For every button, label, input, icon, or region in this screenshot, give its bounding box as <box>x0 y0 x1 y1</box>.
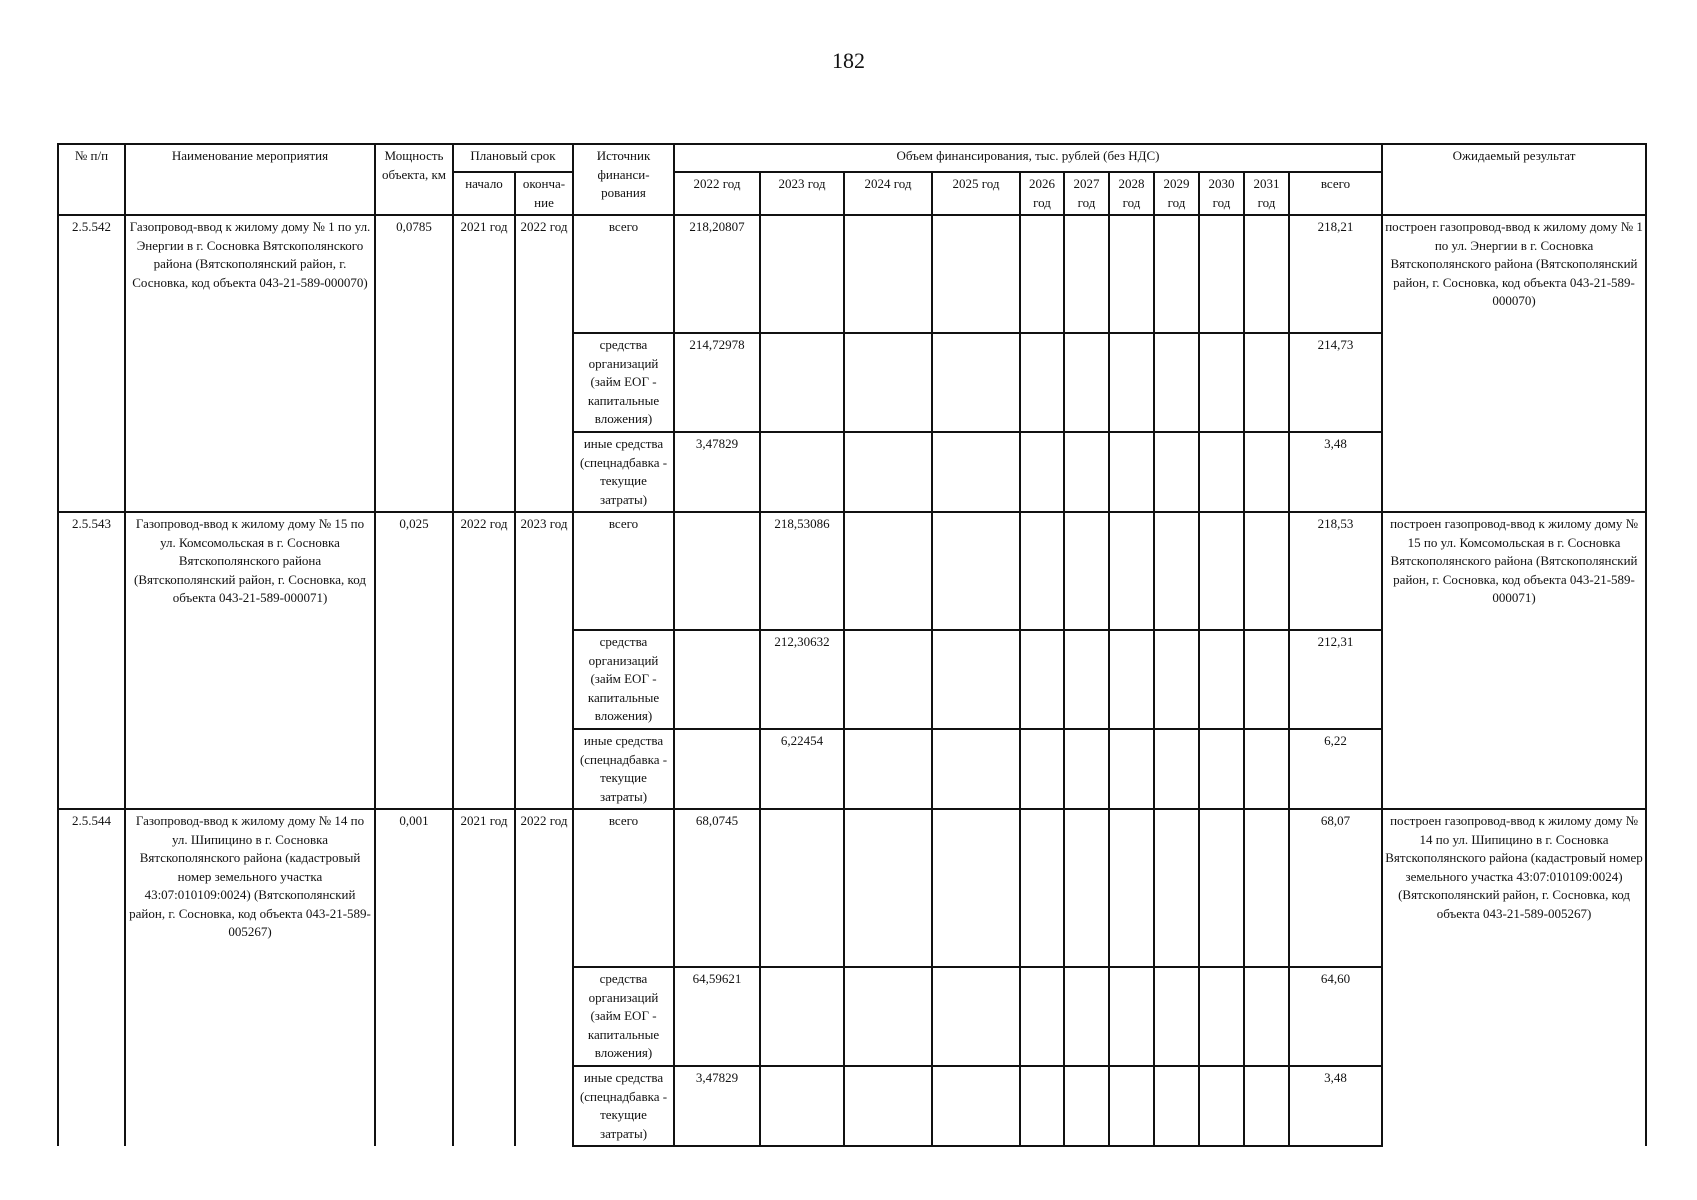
total-value: 214,73 <box>1289 333 1382 432</box>
year-value <box>760 215 844 333</box>
row-result: построен газопровод-ввод к жилому дому № 15 по ул. Комсомольская в г. Сосновка Вятскополянского района (Вятскополянский район, г. Сосновка, код объекта 043-21-589-000071) <box>1382 512 1646 809</box>
header-end: оконча-ние <box>515 172 573 215</box>
row-capacity: 0,025 <box>375 512 453 809</box>
header-capacity: Мощность объекта, км <box>375 144 453 215</box>
row-result: построен газопровод-ввод к жилому дому № 14 по ул. Шипицино в г. Сосновка Вятскополянского района (кадастровый номер земельного участка 43:07:010109:0024) (Вятскополянский район, г. Сосновка, код объекта 043-21-589-005267) <box>1382 809 1646 1146</box>
header-name: Наименование мероприятия <box>125 144 375 215</box>
header-year: 2022 год <box>674 172 760 215</box>
year-value <box>1109 967 1154 1066</box>
year-value <box>844 333 932 432</box>
header-year: 2026 год <box>1020 172 1064 215</box>
year-value <box>1064 630 1109 729</box>
year-value <box>844 729 932 809</box>
year-value <box>1244 967 1289 1066</box>
year-value <box>844 215 932 333</box>
header-year: 2031 год <box>1244 172 1289 215</box>
row-name: Газопровод-ввод к жилому дому № 15 по ул. Комсомольская в г. Сосновка Вятскополянского района (Вятскополянский район, г. Сосновка, код объекта 043-21-589-000071) <box>125 512 375 809</box>
page-number: 182 <box>832 48 865 73</box>
row-name: Газопровод-ввод к жилому дому № 1 по ул. Энергии в г. Сосновка Вятскополянского района (Вятскополянский район, г. Сосновка, код объекта 043-21-589-000070) <box>125 215 375 512</box>
year-value <box>1244 1066 1289 1146</box>
year-value <box>932 809 1020 967</box>
year-value <box>1109 630 1154 729</box>
row-num: 2.5.543 <box>58 512 125 809</box>
year-value: 212,30632 <box>760 630 844 729</box>
source-label: средства организаций (займ ЕОГ - капитальные вложения) <box>573 630 674 729</box>
year-value <box>1154 729 1199 809</box>
source-label: иные средства (спецнадбавка - текущие затраты) <box>573 432 674 512</box>
year-value <box>1244 809 1289 967</box>
row-start: 2022 год <box>453 512 515 809</box>
total-value: 218,53 <box>1289 512 1382 630</box>
year-value <box>1109 333 1154 432</box>
year-value <box>1020 729 1064 809</box>
year-value <box>1020 1066 1064 1146</box>
header-year: 2023 год <box>760 172 844 215</box>
financing-table <box>57 143 1647 1147</box>
year-value <box>844 967 932 1066</box>
year-value <box>1244 729 1289 809</box>
year-value <box>1020 809 1064 967</box>
table-row <box>58 512 1646 630</box>
row-capacity: 0,0785 <box>375 215 453 512</box>
year-value <box>674 729 760 809</box>
year-value <box>1154 333 1199 432</box>
year-value <box>1244 333 1289 432</box>
year-value <box>1109 512 1154 630</box>
row-name: Газопровод-ввод к жилому дому № 14 по ул. Шипицино в г. Сосновка Вятскополянского района (кадастровый номер земельного участка 43:07:010109:0024) (Вятскополянский район, г. Сосновка, код объекта 043-21-589-005267) <box>125 809 375 1146</box>
total-value: 218,21 <box>1289 215 1382 333</box>
year-value <box>1199 432 1244 512</box>
year-value <box>932 215 1020 333</box>
row-num: 2.5.544 <box>58 809 125 1146</box>
year-value <box>1020 333 1064 432</box>
year-value <box>844 630 932 729</box>
year-value <box>1020 630 1064 729</box>
header-year: 2025 год <box>932 172 1020 215</box>
year-value <box>1064 215 1109 333</box>
total-value: 6,22 <box>1289 729 1382 809</box>
header-total: всего <box>1289 172 1382 215</box>
header-year: 2024 год <box>844 172 932 215</box>
source-label: иные средства (спецнадбавка - текущие затраты) <box>573 1066 674 1146</box>
year-value <box>760 432 844 512</box>
header-planned-period: Плановый срок <box>453 144 573 172</box>
year-value <box>760 809 844 967</box>
year-value: 218,53086 <box>760 512 844 630</box>
year-value <box>1199 215 1244 333</box>
year-value <box>1244 432 1289 512</box>
year-value <box>932 1066 1020 1146</box>
header-start: начало <box>453 172 515 215</box>
row-capacity: 0,001 <box>375 809 453 1146</box>
year-value <box>760 967 844 1066</box>
year-value <box>1064 1066 1109 1146</box>
year-value <box>932 967 1020 1066</box>
year-value <box>1020 512 1064 630</box>
year-value <box>1064 432 1109 512</box>
source-label: всего <box>573 512 674 630</box>
year-value <box>1199 809 1244 967</box>
year-value <box>674 512 760 630</box>
year-value <box>1199 512 1244 630</box>
year-value <box>1020 215 1064 333</box>
row-num: 2.5.542 <box>58 215 125 512</box>
year-value <box>1109 1066 1154 1146</box>
source-label: всего <box>573 809 674 967</box>
year-value <box>1244 512 1289 630</box>
year-value <box>844 432 932 512</box>
year-value: 3,47829 <box>674 1066 760 1146</box>
source-label: всего <box>573 215 674 333</box>
source-label: иные средства (спецнадбавка - текущие затраты) <box>573 729 674 809</box>
year-value <box>1064 512 1109 630</box>
total-value: 64,60 <box>1289 967 1382 1066</box>
header-year: 2030 год <box>1199 172 1244 215</box>
year-value: 68,0745 <box>674 809 760 967</box>
row-start: 2021 год <box>453 809 515 1146</box>
year-value <box>1199 1066 1244 1146</box>
table-row <box>58 809 1646 967</box>
source-label: средства организаций (займ ЕОГ - капитальные вложения) <box>573 967 674 1066</box>
year-value <box>1109 215 1154 333</box>
year-value <box>1020 432 1064 512</box>
year-value <box>1109 432 1154 512</box>
row-end: 2022 год <box>515 809 573 1146</box>
year-value <box>844 512 932 630</box>
total-value: 3,48 <box>1289 1066 1382 1146</box>
header-num: № п/п <box>58 144 125 215</box>
header-source: Источник финанси-рования <box>573 144 674 215</box>
year-value <box>1154 512 1199 630</box>
year-value <box>932 333 1020 432</box>
year-value <box>932 630 1020 729</box>
year-value <box>932 729 1020 809</box>
year-value: 64,59621 <box>674 967 760 1066</box>
year-value <box>1199 630 1244 729</box>
total-value: 212,31 <box>1289 630 1382 729</box>
header-year: 2029 год <box>1154 172 1199 215</box>
year-value <box>932 512 1020 630</box>
row-start: 2021 год <box>453 215 515 512</box>
year-value <box>1109 809 1154 967</box>
year-value <box>760 1066 844 1146</box>
year-value <box>1199 333 1244 432</box>
year-value <box>844 809 932 967</box>
year-value <box>1154 630 1199 729</box>
year-value <box>1064 809 1109 967</box>
header-year: 2028 год <box>1109 172 1154 215</box>
total-value: 3,48 <box>1289 432 1382 512</box>
year-value <box>1244 630 1289 729</box>
year-value <box>1064 967 1109 1066</box>
year-value: 218,20807 <box>674 215 760 333</box>
year-value <box>844 1066 932 1146</box>
year-value: 3,47829 <box>674 432 760 512</box>
total-value: 68,07 <box>1289 809 1382 967</box>
year-value <box>1154 1066 1199 1146</box>
year-value <box>760 333 844 432</box>
year-value <box>1064 729 1109 809</box>
year-value <box>1199 967 1244 1066</box>
year-value <box>1154 432 1199 512</box>
year-value: 6,22454 <box>760 729 844 809</box>
year-value <box>1154 809 1199 967</box>
year-value <box>1244 215 1289 333</box>
year-value <box>1064 333 1109 432</box>
year-value <box>1109 729 1154 809</box>
year-value <box>1199 729 1244 809</box>
year-value: 214,72978 <box>674 333 760 432</box>
header-financing: Объем финансирования, тыс. рублей (без НДС) <box>674 144 1382 172</box>
row-end: 2023 год <box>515 512 573 809</box>
year-value <box>1154 967 1199 1066</box>
year-value <box>932 432 1020 512</box>
row-end: 2022 год <box>515 215 573 512</box>
source-label: средства организаций (займ ЕОГ - капитальные вложения) <box>573 333 674 432</box>
table-row <box>58 215 1646 333</box>
header-result: Ожидаемый результат <box>1382 144 1646 215</box>
header-year: 2027 год <box>1064 172 1109 215</box>
year-value <box>1154 215 1199 333</box>
year-value <box>1020 967 1064 1066</box>
row-result: построен газопровод-ввод к жилому дому № 1 по ул. Энергии в г. Сосновка Вятскополянского района (Вятскополянский район, г. Сосновка, код объекта 043-21-589-000070) <box>1382 215 1646 512</box>
year-value <box>674 630 760 729</box>
